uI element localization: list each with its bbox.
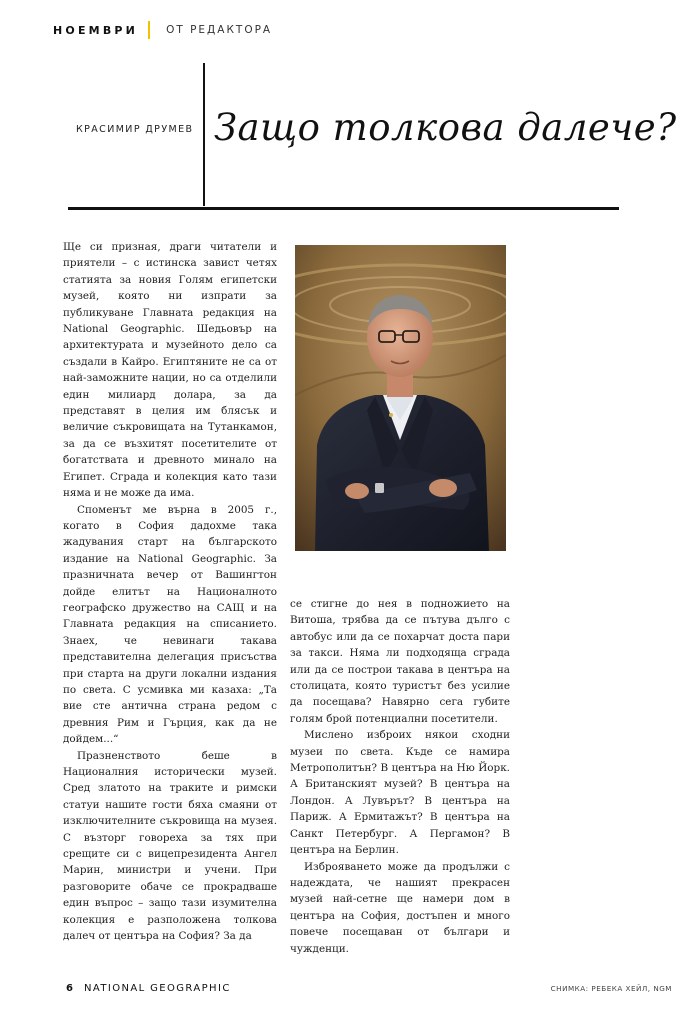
paragraph: Мислено изброих някои сходни музеи по света. Къде се намира Метрополитън? В центъра на Ню Йорк. А Британският музей? В центъра на Лондон. А Лувърът? В центъра на Париж. А Ермитажът? В центъра на Санкт Петербург. А Пергамон? В центъра на Берлин. bbox=[290, 729, 510, 857]
editor-portrait-photo bbox=[295, 245, 506, 551]
author-byline: КРАСИМИР ДРУМЕВ bbox=[76, 124, 194, 135]
title-rule bbox=[68, 207, 619, 210]
title-divider bbox=[203, 63, 205, 206]
publication-name: NATIONAL GEOGRAPHIC bbox=[84, 983, 231, 994]
header-divider bbox=[148, 21, 150, 39]
paragraph: Споменът ме върна в 2005 г., когато в София дадохме така жадувания старт на българското издание на National Geographic. За празничната вечер от Вашингтон дойде елитът на Националното географско дружество на САЩ и на Главната редакция на списанието. Знаех, че невинаги такава представителна делегация присъства при старта на други локални издания по света. С усмивка ми казаха: „Та вие сте антична страна редом с древния Рим и Гърция, как да не дойдем...“ bbox=[63, 503, 277, 746]
photo-credit: СНИМКА: РЕБЕКА ХЕЙЛ, NGM bbox=[550, 984, 672, 993]
article-title: Защо толкова далече? bbox=[214, 106, 677, 149]
paragraph: Ще си призная, драги читатели и приятели – с истинска завист четях статията за новия Голям египетски музей, която ни изпрати за публикуване Главната редакция на National Geographic. Шедьовър на архитектурата и музейното дело са създали в Кайро. Египтяните не са от най-заможните нации, но са отделили един милиард долара, за да представят в целия им блясък и величие съкровищата на Тутанкамон, за да се възхитят посетителите от богатствата и древното минало на Египет. Сграда и колекция като тази няма и не може да има. bbox=[63, 241, 277, 500]
page-header bbox=[53, 20, 272, 40]
issue-month: НОЕМВРИ bbox=[53, 23, 139, 37]
paragraph: Празненството беше в Националния исторически музей. Сред златото на траките и римски статуи нашите гости бяха смаяни от изключителните съкровища на музея. С възторг говореха за тях при срещите си с вицепрезидента Ангел Марин, министри и учени. При разговорите обаче се прокрадваше един въпрос – защо тази изумителна колекция е разположена толкова далеч от центъра на София? За да bbox=[63, 749, 277, 943]
section-label: ОТ РЕДАКТОРА bbox=[166, 24, 273, 36]
paragraph: се стигне до нея в подножието на Витоша, трябва да се пътува дълго с автобус или да се похарчат доста пари за такси. Няма ли подходяща сграда или да се построи такава в центъра на столицата, която туристът без усилие да посещава? Навярно сега губите голям брой потенциални посетители. bbox=[290, 598, 510, 725]
page-number: 6 bbox=[66, 983, 73, 994]
text-column-right bbox=[290, 596, 510, 957]
text-column-left bbox=[63, 239, 277, 944]
page-footer bbox=[66, 983, 672, 997]
paragraph: Изброяването може да продължи с надеждата, че нашият прекрасен музей най-сетне ще намери дом в центъра на София, достъпен и много повече посещаван от българи и чужденци. bbox=[290, 860, 510, 955]
